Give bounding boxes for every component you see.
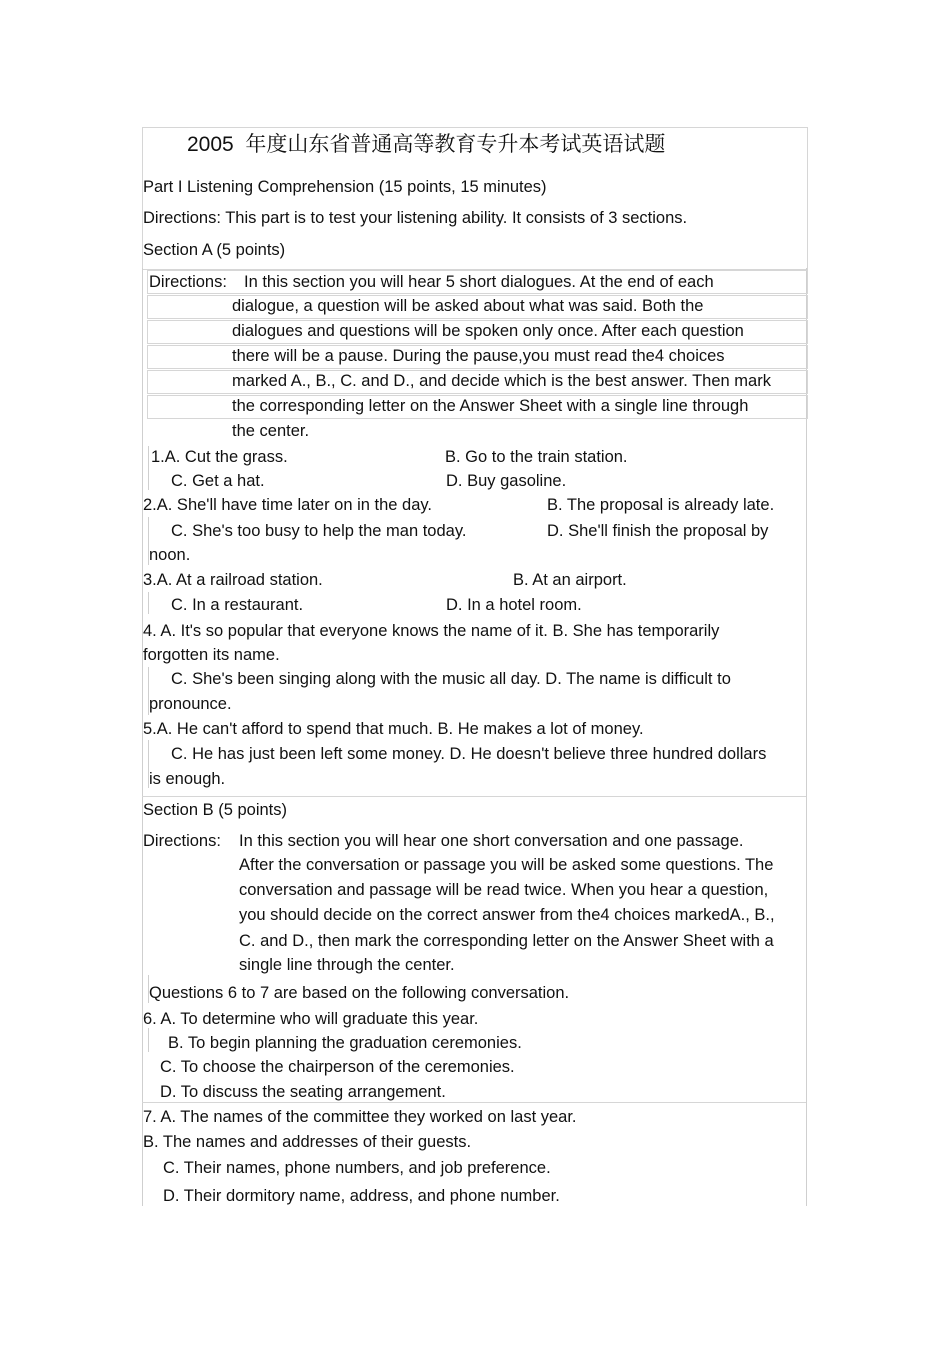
q2-option-d-cont: noon. [149, 546, 191, 564]
q5-line: C. He has just been left some money. D. He doesn't believe three hundred dollars [171, 745, 767, 763]
section-a-heading: Section A (5 points) [143, 241, 286, 259]
q7-option: B. The names and addresses of their guests. [143, 1133, 472, 1151]
mark-q6 [148, 1028, 149, 1052]
section-b-directions-line: C. and D., then mark the corresponding letter on the Answer Sheet with a [239, 932, 774, 950]
q4-line: forgotten its name. [143, 646, 280, 664]
q1-option-d: D. Buy gasoline. [446, 472, 567, 490]
rule-q7 [142, 1102, 806, 1103]
part-heading: Part I Listening Comprehension (15 points, 15 minutes) [143, 178, 547, 196]
q1-option-a: 1.A. Cut the grass. [151, 448, 288, 466]
section-b-directions-line: After the conversation or passage you will be asked some questions. The [239, 856, 774, 874]
q2-option-b: B. The proposal is already late. [547, 496, 775, 514]
section-b-directions-line: single line through the center. [239, 956, 455, 974]
document-title [187, 131, 665, 158]
part-directions: Directions: This part is to test your listening ability. It consists of 3 sections. [143, 209, 688, 227]
mark-q3 [148, 592, 149, 614]
section-b-directions-line: you should decide on the correct answer from the4 choices markedA., B., [239, 906, 775, 924]
q6-option: 6. A. To determine who will graduate this year. [143, 1010, 479, 1028]
q4-line: C. She's been singing along with the music all day. D. The name is difficult to [171, 670, 731, 688]
q2-option-c: C. She's too busy to help the man today. [171, 522, 467, 540]
section-a-directions-label: Directions: [149, 273, 227, 291]
section-b-directions-line: conversation and passage will be read twice. When you hear a question, [239, 881, 769, 899]
title-year: 2005 [187, 133, 234, 156]
q6-option: B. To begin planning the graduation ceremonies. [168, 1034, 522, 1052]
section-b-directions-label: Directions: [143, 832, 221, 850]
section-a-directions-line: dialogues and questions will be spoken only once. After each question [232, 322, 744, 340]
q3-option-b: B. At an airport. [513, 571, 627, 589]
q7-option: C. Their names, phone numbers, and job preference. [163, 1159, 551, 1177]
section-a-directions-line: the corresponding letter on the Answer Sheet with a single line through [232, 397, 749, 415]
q5-line: 5.A. He can't afford to spend that much. B. He makes a lot of money. [143, 720, 644, 738]
q1-option-c: C. Get a hat. [171, 472, 265, 490]
q4-line: 4. A. It's so popular that everyone knows the name of it. B. She has temporarily [143, 622, 720, 640]
section-a-directions-line: marked A., B., C. and D., and decide which is the best answer. Then mark [232, 372, 771, 390]
section-a-directions-line: dialogue, a question will be asked about what was said. Both the [232, 297, 704, 315]
title-text: 年度山东省普通高等教育专升本考试英语试题 [245, 132, 666, 156]
section-a-directions-line: the center. [232, 422, 310, 440]
conversation-intro: Questions 6 to 7 are based on the following conversation. [149, 984, 570, 1002]
q3-option-a: 3.A. At a railroad station. [143, 571, 323, 589]
section-b-directions-line: In this section you will hear one short conversation and one passage. [239, 832, 744, 850]
q7-option: D. Their dormitory name, address, and phone number. [163, 1187, 560, 1205]
q5-line: is enough. [149, 770, 226, 788]
q3-option-c: C. In a restaurant. [171, 596, 304, 614]
mark-q1 [148, 446, 149, 490]
rule-section-b [142, 796, 806, 797]
q6-option: C. To choose the chairperson of the ceremonies. [160, 1058, 515, 1076]
q2-option-d: D. She'll finish the proposal by [547, 522, 769, 540]
section-a-directions-line: In this section you will hear 5 short dialogues. At the end of each [244, 273, 714, 291]
section-b-heading: Section B (5 points) [143, 801, 287, 819]
section-a-directions-line: there will be a pause. During the pause,you must read the4 choices [232, 347, 725, 365]
q3-option-d: D. In a hotel room. [446, 596, 582, 614]
q2-option-a: 2.A. She'll have time later on in the day. [143, 496, 433, 514]
q1-option-b: B. Go to the train station. [445, 448, 628, 466]
q6-option: D. To discuss the seating arrangement. [160, 1083, 446, 1101]
q7-option: 7. A. The names of the committee they worked on last year. [143, 1108, 577, 1126]
q4-line: pronounce. [149, 695, 232, 713]
